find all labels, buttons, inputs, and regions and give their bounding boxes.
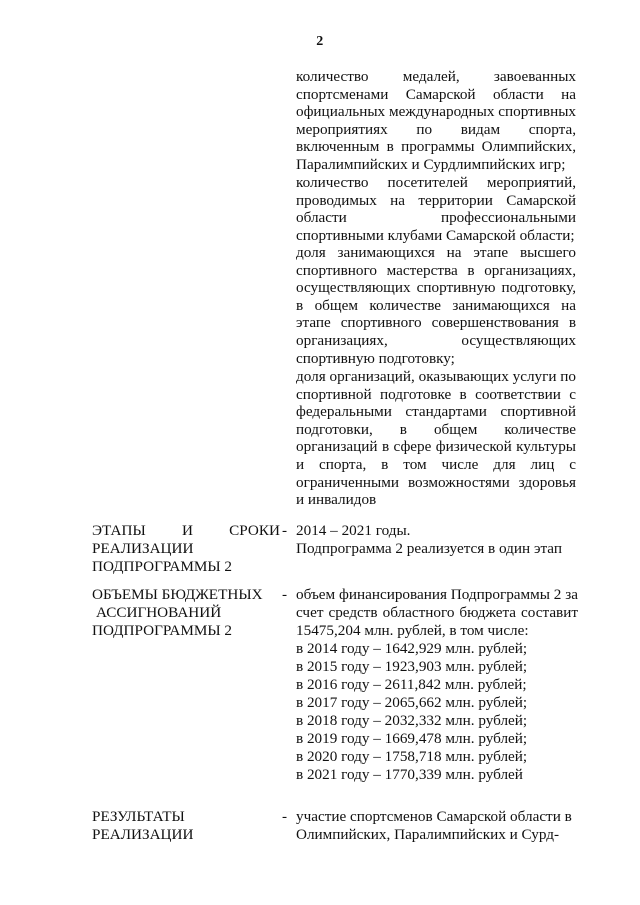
stages-row	[92, 522, 578, 578]
indicator-item: количество медалей, завоеванных спортсменами Самарской области на официальных международных спортивных мероприятиях по видам спорта, включенным в программы Олимпийских, Паралимпийских и Сурдлимпийских игр;	[296, 68, 576, 173]
results-label	[92, 808, 282, 844]
budget-label	[92, 586, 282, 640]
stages-note: Подпрограмма 2 реализуется в один этап	[296, 540, 562, 557]
stages-label-word: СРОКИ	[229, 522, 280, 539]
stages-dash: -	[282, 522, 288, 539]
budget-label-line: АССИГНОВАНИЙ	[96, 604, 222, 621]
budget-year: в 2021 году – 1770,339 млн. рублей	[296, 766, 523, 783]
budget-intro: объем финансирования Подпрограммы 2 за счет средств областного бюджета составит 15475,204 млн. рублей, в том числе:	[296, 586, 578, 639]
budget-year: в 2019 году – 1669,478 млн. рублей;	[296, 730, 528, 747]
budget-label-line: ПОДПРОГРАММЫ 2	[92, 622, 233, 639]
results-value: участие спортсменов Самарской области в Олимпийских, Паралимпийских и Сурд-	[296, 808, 572, 843]
results-label-line: РЕЗУЛЬТАТЫ	[92, 808, 185, 825]
indicator-item: количество посетителей мероприятий, проводимых на территории Самарской области профессиональными спортивными клубами Самарской области;	[296, 174, 576, 244]
indicator-item: доля организаций, оказывающих услуги по спортивной подготовке в соответствии с федеральными стандартами спортивной подготовки, в общем количестве организаций в сфере физической культуры и спорта, в том числе для лиц с ограниченными возможностями здоровья и инвалидов	[296, 368, 576, 509]
budget-year: в 2014 году – 1642,929 млн. рублей;	[296, 640, 528, 657]
results-dash: -	[282, 808, 288, 825]
stages-label-word: ЭТАПЫ	[92, 522, 146, 539]
page-number: 2	[316, 34, 324, 49]
stages-label-word: И	[181, 522, 193, 539]
results-label-line: РЕАЛИЗАЦИИ	[92, 826, 194, 843]
stages-period: 2014 – 2021 годы.	[296, 522, 411, 539]
budget-year: в 2015 году – 1923,903 млн. рублей;	[296, 658, 528, 675]
budget-year: в 2016 году – 2611,842 млн. рублей;	[296, 676, 527, 693]
stages-value	[296, 522, 578, 558]
budget-value	[296, 586, 578, 784]
budget-label-line: ОБЪЕМЫ БЮДЖЕТНЫХ	[92, 586, 263, 603]
indicator-item: доля занимающихся на этапе высшего спортивного мастерства в организациях, осуществляющих спортивную подготовку, в общем количестве занимающихся на этапе спортивного совершенствования в организациях, осуществляющих спортивную подготовку;	[296, 244, 576, 367]
stages-label-line: РЕАЛИЗАЦИИ	[92, 540, 194, 557]
budget-year: в 2018 году – 2032,332 млн. рублей;	[296, 712, 528, 729]
indicators-list	[296, 68, 576, 509]
budget-dash: -	[282, 586, 288, 603]
stages-label-line: ПОДПРОГРАММЫ 2	[92, 558, 233, 575]
results-row	[92, 808, 578, 848]
budget-year: в 2017 году – 2065,662 млн. рублей;	[296, 694, 528, 711]
budget-year: в 2020 году – 1758,718 млн. рублей;	[296, 748, 528, 765]
budget-row	[92, 586, 578, 796]
stages-label	[92, 522, 282, 576]
